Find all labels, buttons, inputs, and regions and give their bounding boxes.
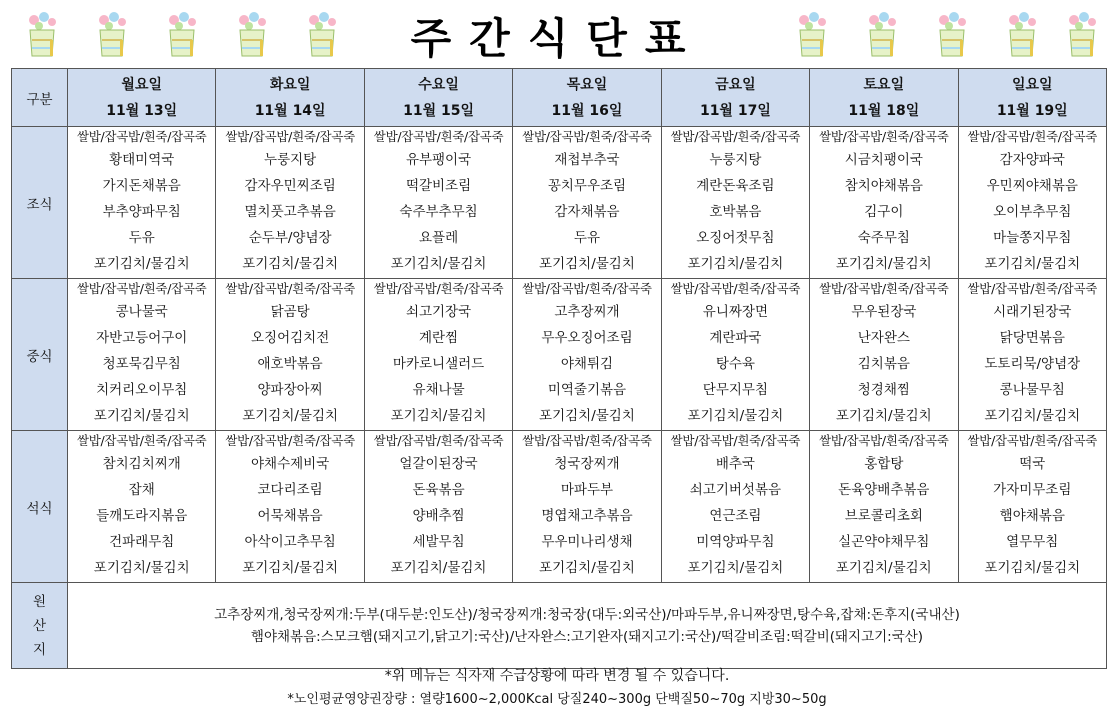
menu-item: 참치김치찌개 [102,456,181,472]
menu-item: 포기김치/물김치 [93,256,190,272]
menu-item: 유채나물 [412,382,465,398]
menu-item: 건파래무침 [109,534,175,550]
menu-item: 쌀밥/잡곡밥/흰죽/잡곡죽 [522,281,652,296]
meal-row [12,127,1107,279]
menu-item: 두유 [573,230,601,246]
origin-line: 햄야채볶음:스모크햄(돼지고기,닭고기:국산)/난자완스:고기완자(돼지고기:국산)/떡갈비조림:떡갈비(돼지고기:국산) [250,628,924,645]
menu-item: 닭당면볶음 [999,330,1065,346]
menu-item: 마파두부 [560,482,614,498]
menu-item: 무우오징어조림 [541,330,633,346]
day-date: 11월 17일 [699,102,771,119]
menu-item: 양배추찜 [412,508,465,524]
menu-item: 숙주무침 [857,230,910,246]
menu-item: 감자양파국 [999,152,1065,168]
menu-item: 배추국 [715,456,755,472]
menu-item: 가지돈채볶음 [102,178,181,194]
menu-item: 누룽지탕 [264,152,317,168]
meal-label: 석식 [12,431,68,583]
menu-item: 쌀밥/잡곡밥/흰죽/잡곡죽 [522,129,652,144]
day-name: 금요일 [715,76,756,93]
menu-item: 쌀밥/잡곡밥/흰죽/잡곡죽 [967,129,1098,144]
menu-item: 재첩부추국 [554,152,620,168]
menu-item: 포기김치/물김치 [539,560,635,576]
menu-item: 숙주부추무침 [399,204,478,220]
menu-item: 참치야채볶음 [844,178,923,194]
day-header [661,69,809,127]
menu-item: 쇠고기장국 [405,304,472,320]
menu-item: 양파장아찌 [257,382,323,398]
menu-item: 난자완스 [857,330,910,346]
menu-item: 꽁치무우조림 [547,178,627,194]
menu-item: 포기김치/물김치 [539,256,635,272]
menu-item: 쌀밥/잡곡밥/흰죽/잡곡죽 [225,281,355,296]
menu-item: 포기김치/물김치 [835,256,932,272]
menu-item: 무우미나리생채 [541,534,633,550]
origin-label-char: 원 [32,593,47,610]
menu-item: 포기김치/물김치 [687,408,784,424]
day-name: 화요일 [269,76,311,93]
menu-cell [958,127,1106,279]
menu-item: 잡채 [128,482,155,498]
menu-item: 오이부추무침 [993,204,1072,220]
menu-item: 코다리조림 [257,482,323,498]
menu-cell [364,279,512,431]
day-header [958,69,1106,127]
change-notice: *위 메뉴는 식자재 수급상황에 따라 변경 될 수 있습니다. [384,668,730,684]
menu-item: 포기김치/물김치 [835,408,932,424]
menu-item: 계란찜 [418,330,459,346]
day-name: 일요일 [1011,76,1053,93]
menu-item: 아삭이고추무침 [244,534,336,550]
menu-item: 유니짜장면 [702,304,768,320]
menu-item: 쌀밥/잡곡밥/흰죽/잡곡죽 [373,433,504,448]
origin-label [12,583,68,669]
menu-item: 고추장찌개 [554,304,620,320]
menu-item: 자반고등어구이 [96,330,188,346]
menu-item: 브로콜리초회 [844,508,923,524]
menu-cell [958,279,1106,431]
menu-item: 쌀밥/잡곡밥/흰죽/잡곡죽 [967,281,1098,296]
menu-cell [810,127,958,279]
menu-cell [513,431,661,583]
menu-item: 포기김치/물김치 [687,560,784,576]
menu-item: 쌀밥/잡곡밥/흰죽/잡곡죽 [522,433,652,448]
menu-item: 호박볶음 [709,204,762,220]
menu-cell [513,279,661,431]
menu-item: 계란돈육조림 [696,178,775,194]
menu-item: 콩나물무침 [999,382,1065,398]
menu-item: 쇠고기버섯볶음 [689,482,782,498]
meal-label: 조식 [12,127,68,279]
menu-item: 쌀밥/잡곡밥/흰죽/잡곡죽 [225,129,355,144]
menu-item: 콩나물국 [115,304,168,320]
menu-cell [216,279,364,431]
menu-item: 청경채찜 [857,382,910,398]
menu-item: 애호박볶음 [257,356,323,372]
menu-item: 마늘쫑지무침 [993,230,1072,246]
weekly-menu-table [11,68,1107,669]
day-date: 11월 16일 [551,102,623,119]
meal-label: 중식 [12,279,68,431]
day-header [810,69,958,127]
menu-item: 세발무침 [412,534,465,550]
origin-row [12,583,1107,669]
menu-item: 멸치풋고추볶음 [244,204,336,220]
menu-item: 계란파국 [709,330,762,346]
menu-item: 닭곰탕 [270,304,310,320]
menu-item: 단무지무침 [702,382,768,398]
menu-item: 야채튀김 [560,356,614,372]
menu-item: 감자우민찌조림 [244,178,336,194]
menu-item: 무우된장국 [851,304,917,320]
menu-item: 햄야채볶음 [999,508,1065,524]
menu-item: 명엽채고추볶음 [541,508,633,524]
menu-item: 야채수제비국 [251,456,330,472]
menu-item: 쌀밥/잡곡밥/흰죽/잡곡죽 [967,433,1098,448]
menu-item: 돈육양배추볶음 [838,482,930,498]
day-date: 11월 14일 [254,102,326,119]
menu-cell [68,127,216,279]
menu-item: 치커리오이무침 [96,382,188,398]
menu-item: 누룽지탕 [709,152,762,168]
day-name: 토요일 [863,76,905,93]
menu-item: 쌀밥/잡곡밥/흰죽/잡곡죽 [373,281,504,296]
menu-item: 포기김치/물김치 [984,408,1081,424]
menu-cell [68,431,216,583]
menu-item: 쌀밥/잡곡밥/흰죽/잡곡죽 [225,433,355,448]
menu-cell [661,127,809,279]
menu-cell [68,279,216,431]
menu-item: 포기김치/물김치 [984,256,1081,272]
menu-cell [661,431,809,583]
menu-item: 포기김치/물김치 [390,560,487,576]
menu-item: 쌀밥/잡곡밥/흰죽/잡곡죽 [76,129,207,144]
menu-item: 포기김치/물김치 [390,408,487,424]
menu-item: 순두부/양념장 [248,230,332,246]
menu-item: 돈육볶음 [412,482,465,498]
menu-item: 김구이 [864,204,904,220]
menu-cell [958,431,1106,583]
menu-item: 포기김치/물김치 [242,256,339,272]
menu-cell [810,431,958,583]
origin-line: 고추장찌개,청국장찌개:두부(대두분:인도산)/청국장찌개:청국장(대두:외국산)/마파두부,유니짜장면,탕수육,잡채:돈후지(국내산) [214,606,960,623]
menu-cell [661,279,809,431]
menu-item: 포기김치/물김치 [687,256,784,272]
day-header [513,69,661,127]
menu-item: 우민찌야채볶음 [986,178,1078,194]
menu-item: 떡국 [1019,456,1046,472]
menu-item: 쌀밥/잡곡밥/흰죽/잡곡죽 [670,433,801,448]
menu-item: 김치볶음 [857,356,910,372]
day-date: 11월 13일 [106,102,178,119]
menu-item: 포기김치/물김치 [835,560,932,576]
menu-item: 요플레 [418,230,459,246]
menu-item: 어묵채볶음 [257,508,323,524]
meal-row [12,279,1107,431]
menu-item: 황태미역국 [109,152,175,168]
menu-item: 쌀밥/잡곡밥/흰죽/잡곡죽 [76,281,207,296]
menu-item: 쌀밥/잡곡밥/흰죽/잡곡죽 [670,129,801,144]
menu-cell [810,279,958,431]
header-label: 구분 [12,69,68,127]
menu-item: 실곤약야채무침 [838,534,930,550]
page-header [0,0,1114,66]
menu-cell [364,127,512,279]
menu-item: 유부팽이국 [405,152,472,168]
day-date: 11월 15일 [403,102,474,119]
day-date: 11월 18일 [848,102,920,119]
menu-cell [216,431,364,583]
menu-item: 두유 [128,230,155,246]
menu-item: 떡갈비조림 [405,178,472,194]
menu-item: 오징어김치전 [251,330,330,346]
header-row [12,69,1107,127]
menu-item: 쌀밥/잡곡밥/흰죽/잡곡죽 [373,129,504,144]
origin-label-char: 지 [32,641,47,658]
day-name: 수요일 [418,76,459,93]
menu-cell [364,431,512,583]
menu-item: 포기김치/물김치 [984,560,1081,576]
menu-item: 연근조림 [709,508,762,524]
origin-label-char: 산 [32,617,47,634]
menu-item: 미역줄기볶음 [547,382,627,398]
menu-item: 오징어젓무침 [696,230,775,246]
menu-item: 포기김치/물김치 [539,408,635,424]
menu-item: 탕수육 [715,356,755,372]
menu-item: 포기김치/물김치 [93,408,190,424]
menu-item: 감자채볶음 [554,204,620,220]
origin-info [68,583,1107,669]
menu-item: 시래기된장국 [993,304,1072,320]
page-title: 주간식단표 [410,14,704,63]
menu-item: 쌀밥/잡곡밥/흰죽/잡곡죽 [819,281,949,296]
day-header [216,69,364,127]
menu-item: 부추양파무침 [102,204,181,220]
menu-item: 포기김치/물김치 [242,560,339,576]
menu-item: 청국장찌개 [554,456,620,472]
menu-item: 쌀밥/잡곡밥/흰죽/잡곡죽 [819,129,949,144]
day-date: 11월 19일 [996,102,1068,119]
menu-item: 시금치팽이국 [844,152,923,168]
menu-cell [513,127,661,279]
menu-item: 포기김치/물김치 [93,560,190,576]
menu-item: 가자미무조림 [993,482,1072,498]
menu-item: 도토리묵/양념장 [984,356,1081,372]
day-header [68,69,216,127]
menu-item: 청포묵김무침 [102,356,181,372]
day-header [364,69,512,127]
day-name: 월요일 [121,76,162,93]
menu-item: 쌀밥/잡곡밥/흰죽/잡곡죽 [819,433,949,448]
menu-item: 얼갈이된장국 [399,456,478,472]
menu-item: 포기김치/물김치 [390,256,487,272]
menu-item: 미역양파무침 [696,534,775,550]
menu-item: 쌀밥/잡곡밥/흰죽/잡곡죽 [670,281,801,296]
menu-cell [216,127,364,279]
menu-item: 홍합탕 [864,456,904,472]
menu-item: 쌀밥/잡곡밥/흰죽/잡곡죽 [76,433,207,448]
menu-item: 열무무침 [1006,534,1059,550]
menu-item: 들깨도라지볶음 [96,508,188,524]
menu-item: 포기김치/물김치 [242,408,339,424]
menu-item: 마카로니샐러드 [392,356,485,372]
nutrition-note: *노인평균영양권장량 : 열량1600~2,000Kcal 당질240~300g 단백질50~70g 지방30~50g [287,692,827,707]
day-name: 목요일 [566,76,608,93]
meal-row [12,431,1107,583]
